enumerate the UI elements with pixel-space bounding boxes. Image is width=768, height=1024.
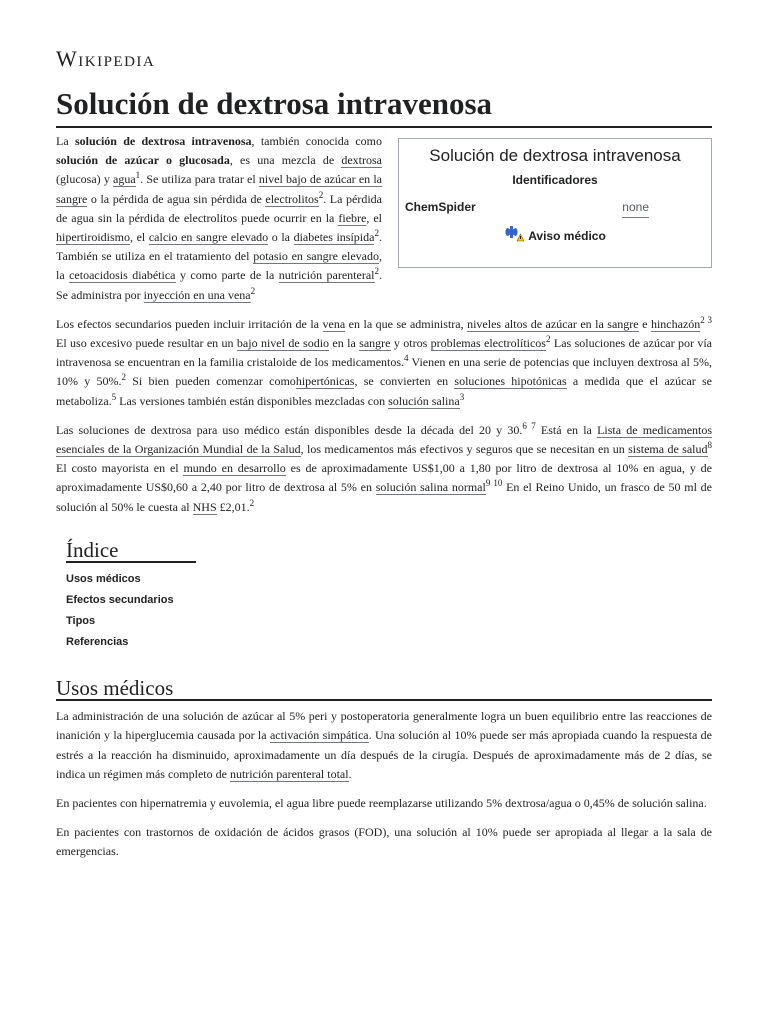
citation[interactable]: 6 7 <box>522 420 536 431</box>
medical-notice-icon <box>504 224 524 248</box>
link-sistema-de-salud[interactable]: sistema de salud <box>628 442 708 457</box>
link-agua[interactable]: agua <box>113 172 136 187</box>
link-solucion-salina-normal[interactable]: solución salina normal <box>375 480 486 495</box>
text: Está en la <box>535 422 598 437</box>
link-sangre[interactable]: sangre <box>359 336 391 351</box>
usos-paragraph-3: En pacientes con trastornos de oxidación de ácidos grasos (FOD), una solución al 10% puede ser apropiada al llegar a la sala de emergencias. <box>56 825 712 859</box>
link-cetoacidosis[interactable]: cetoacidosis diabética <box>69 268 176 283</box>
link-fiebre[interactable]: fiebre <box>338 210 367 225</box>
text: , los medicamentos más efectivos y seguros que se necesitan en un <box>300 442 629 457</box>
text: Los efectos secundarios pueden incluir irritación de la <box>56 316 323 331</box>
section-heading-usos-medicos: Usos médicos <box>56 679 712 701</box>
text: En el Reino Unido, un frasco de 50 ml de solución al 50% le cuesta al <box>56 480 712 514</box>
link-nhs[interactable]: NHS <box>192 499 217 514</box>
text: La <box>56 134 75 148</box>
text: a medida que el azúcar se metaboliza. <box>56 374 713 408</box>
text: El uso excesivo puede resultar en un <box>56 336 237 351</box>
text: y como parte de la <box>175 268 279 283</box>
infobox-subtitle: Identificadores <box>512 173 598 187</box>
link-soluciones-hipotonicas[interactable]: soluciones hipotónicas <box>454 374 567 389</box>
toc-item-referencias[interactable]: Referencias <box>66 636 129 649</box>
text: . Una solución al 10% puede ser más apropiada cuando la respuesta de estrés a la reacción ha disminuido, aproximadamente un día después de la cirugía. Después de aproximadamente más de 2 días, se indica un régimen más completo de <box>56 728 712 781</box>
citation[interactable]: 2 <box>249 497 255 508</box>
citation[interactable]: 1 <box>135 170 141 181</box>
article-body <box>56 132 712 872</box>
link-nutricion-parenteral-total[interactable]: nutrición parenteral total <box>229 766 349 781</box>
link-problemas-electroliticos[interactable]: problemas electrolíticos <box>430 336 546 351</box>
page-title: Solución de dextrosa intravenosa <box>56 84 712 128</box>
text: y otros <box>390 336 431 351</box>
text: Las versiones también están disponibles mezcladas con <box>116 393 389 408</box>
citation[interactable]: 2 <box>545 334 551 345</box>
text: Si bien pueden comenzar como <box>125 374 296 389</box>
text: , es una mezcla de <box>229 153 342 168</box>
citation[interactable]: 2 <box>374 228 379 239</box>
link-inyeccion-vena[interactable]: inyección en una vena <box>143 287 251 302</box>
text: e <box>638 316 651 331</box>
citation[interactable]: 4 <box>404 353 409 364</box>
toc-item-efectos-secundarios[interactable]: Efectos secundarios <box>66 594 174 607</box>
text: La administración de una solución de azúcar al 5% peri y postoperatoria generalmente logra un buen equilibrio entre las reacciones de inanición y la hiperglucemia causada por la <box>56 709 712 743</box>
text: . <box>348 766 352 781</box>
link-calcio[interactable]: calcio en sangre elevado <box>148 230 269 245</box>
link-vena[interactable]: vena <box>322 316 346 331</box>
link-potasio[interactable]: potasio en sangre elevado <box>253 249 379 264</box>
toc-title: Índice <box>66 541 196 563</box>
link-nutricion-parenteral[interactable]: nutrición parenteral <box>278 268 375 283</box>
text: es de aproximadamente US$1,00 a 1,80 por litro de dextrosa al 10% en agua, y de aproximadamente US$0,60 a 2,40 por litro de dextrosa al 5% en <box>56 461 712 495</box>
infobox-row-label: ChemSpider <box>405 200 476 215</box>
citation[interactable]: 8 <box>707 440 712 451</box>
medical-notice[interactable] <box>405 224 705 248</box>
citation[interactable]: 9 10 <box>485 478 503 489</box>
text: Las soluciones de dextrosa para uso médico están disponibles desde la década del 20 y 30. <box>56 422 523 437</box>
toc-item-usos-medicos[interactable]: Usos médicos <box>66 573 141 586</box>
citation[interactable]: 3 <box>459 391 465 402</box>
link-lista-medicamentos-esenciales[interactable]: Lista de medicamentos esenciales de la Organización Mundial de la Salud <box>56 422 713 457</box>
infobox <box>398 138 712 268</box>
link-niveles-altos-azucar[interactable]: niveles altos de azúcar en la sangre <box>467 316 639 331</box>
wikipedia-logo[interactable]: Wikipedia <box>56 46 156 71</box>
text: , el <box>130 230 149 245</box>
toc-item-tipos[interactable]: Tipos <box>66 615 96 628</box>
link-dextrosa[interactable]: dextrosa <box>341 153 383 168</box>
link-mundo-en-desarrollo[interactable]: mundo en desarrollo <box>183 461 286 476</box>
citation[interactable]: 5 <box>111 391 117 402</box>
infobox-row <box>405 198 705 218</box>
availability-paragraph <box>56 421 712 517</box>
text: . Se administra por <box>56 268 382 302</box>
citation[interactable]: 2 <box>318 189 324 200</box>
text: o la pérdida de agua sin pérdida de <box>87 191 266 206</box>
link-hinchazon[interactable]: hinchazón <box>650 316 701 331</box>
text: , el <box>366 210 382 225</box>
side-effects-paragraph <box>56 315 712 411</box>
text: . La pérdida de agua sin la pérdida de electrolitos puede ocurrir en la <box>56 191 382 225</box>
usos-paragraph-1 <box>56 707 712 784</box>
text: , también conocida como <box>251 134 382 148</box>
medical-notice-label: Aviso médico <box>528 228 606 243</box>
text: Vienen en una serie de potencias que incluyen dextrosa al 5%, 10% y 50%. <box>56 355 712 389</box>
text: , la <box>56 249 382 283</box>
link-nivel-bajo-azucar[interactable]: nivel bajo de azúcar en la sangre <box>56 172 382 206</box>
text: o la <box>268 230 294 245</box>
citation[interactable]: 2 3 <box>700 314 713 325</box>
link-hipertiroidismo[interactable]: hipertiroidismo <box>56 230 130 245</box>
table-of-contents <box>66 537 196 653</box>
text: (glucosa) y <box>56 172 114 187</box>
text: Las soluciones de azúcar por vía intravenosa se encuentran en la familia cristaloide de los medicamentos. <box>56 336 713 370</box>
link-electrolitos[interactable]: electrolitos <box>265 191 319 206</box>
citation[interactable]: 2 <box>250 285 256 296</box>
link-solucion-salina[interactable]: solución salina <box>388 393 460 408</box>
text: El costo mayorista en el <box>56 461 184 476</box>
text: , se convierten en <box>354 374 455 389</box>
text: £2,01. <box>216 499 250 514</box>
text: en la <box>329 336 360 351</box>
infobox-title: Solución de dextrosa intravenosa <box>429 146 681 165</box>
link-diabetes-insipida[interactable]: diabetes insípida <box>293 230 375 245</box>
link-hipertonicas[interactable]: hipertónicas <box>295 374 355 389</box>
citation[interactable]: 2 <box>374 266 379 277</box>
text: . Se utiliza para tratar el <box>140 172 259 187</box>
link-bajo-sodio[interactable]: bajo nivel de sodio <box>236 336 330 351</box>
infobox-row-value[interactable]: none <box>622 198 649 218</box>
link-activacion-simpatica[interactable]: activación simpática <box>269 728 369 743</box>
citation[interactable]: 2 <box>121 372 126 383</box>
bold-term: solución de azúcar o glucosada <box>56 153 230 168</box>
bold-term: solución de dextrosa intravenosa <box>74 134 252 148</box>
text: en la que se administra, <box>345 316 468 331</box>
usos-paragraph-2: En pacientes con hipernatremia y euvolemia, el agua libre puede reemplazarse utilizando 5% dextrosa/agua o 0,45% de solución salina. <box>56 796 707 811</box>
text: . También se utiliza en el tratamiento del <box>56 230 382 264</box>
